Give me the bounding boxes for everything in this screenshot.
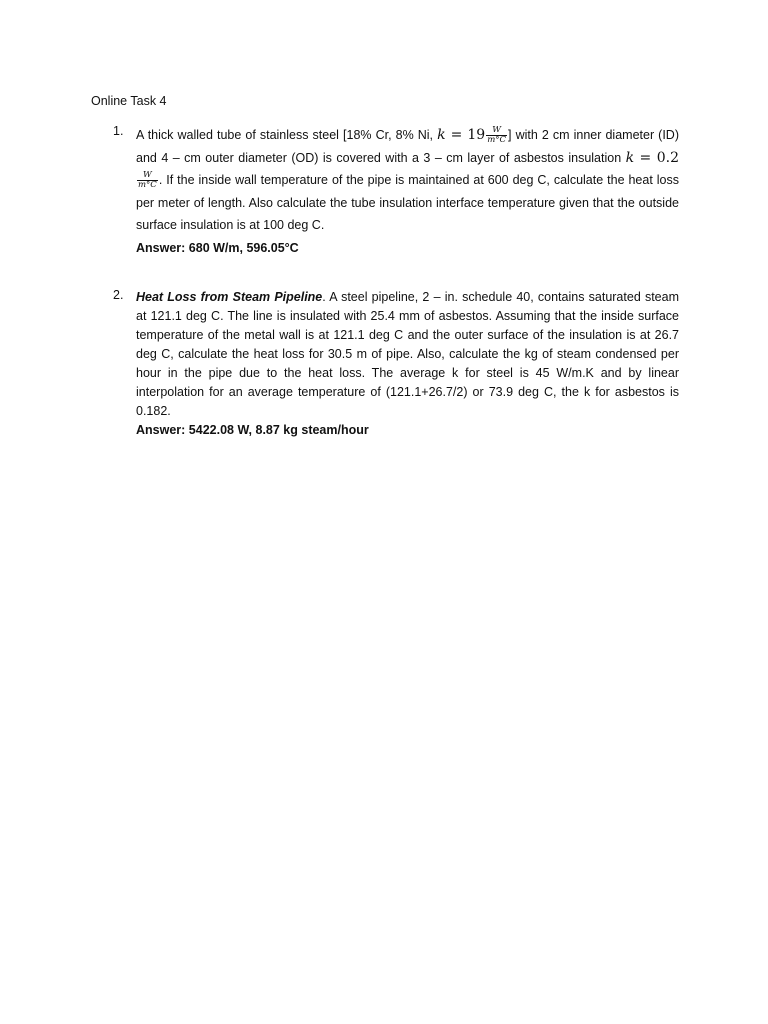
problem-text: . A steel pipeline, 2 – in. schedule 40, contains saturated steam at 121.1 deg C. The line is insulated with 25.4 mm of asbestos. Assuming that the inside surface temperature of the metal wall is at 121.1 deg C and the outer surface of the insulation is at 26.7 deg C, calculate the heat loss for 30.5 m of pipe. Also, calculate the kg of steam condensed per hour in the pipe due to the heat loss. The average k for steel is 45 W/m.K and by linear interpolation for an average temperature of (121.1+26.7/2) or 73.9 deg C, the k for asbestos is 0.182. [136,290,679,418]
problem-1 [113,124,679,259]
problem-heading: Heat Loss from Steam Pipeline [136,290,323,304]
answer-text: Answer: 680 W/m, 596.05°C [136,240,299,255]
unit-fraction: $\frac{W}{m^\circ C}$ [138,170,157,191]
unit-fraction: $\frac{W}{m^\circ C}$ [487,125,507,146]
answer-text: Answer: 5422.08 W, 8.87 kg steam/hour [136,423,369,437]
conductivity-formula: k = 19 [437,127,486,143]
conductivity-formula: k = 0.2 [625,149,679,166]
problem-number: 1. [113,124,124,138]
problem-text: . If the inside wall temperature of the pipe is maintained at 600 deg C, calculate the heat loss per meter of length. Also calculate the tube insulation interface temperature given that the outside surface insulation is at 100 deg C. [136,173,679,232]
problem-text: A thick walled tube of stainless steel [18% Cr, 8% Ni, [136,128,438,142]
problem-body [136,288,679,440]
page-title: Online Task 4 [91,94,167,108]
problem-2 [113,288,679,440]
problem-number: 2. [113,288,124,302]
problem-body [136,124,679,259]
problem-text: ] with 2 cm inner diameter (ID) and 4 – cm outer diameter (OD) is covered with a 3 – cm layer of asbestos insulation [136,128,679,165]
